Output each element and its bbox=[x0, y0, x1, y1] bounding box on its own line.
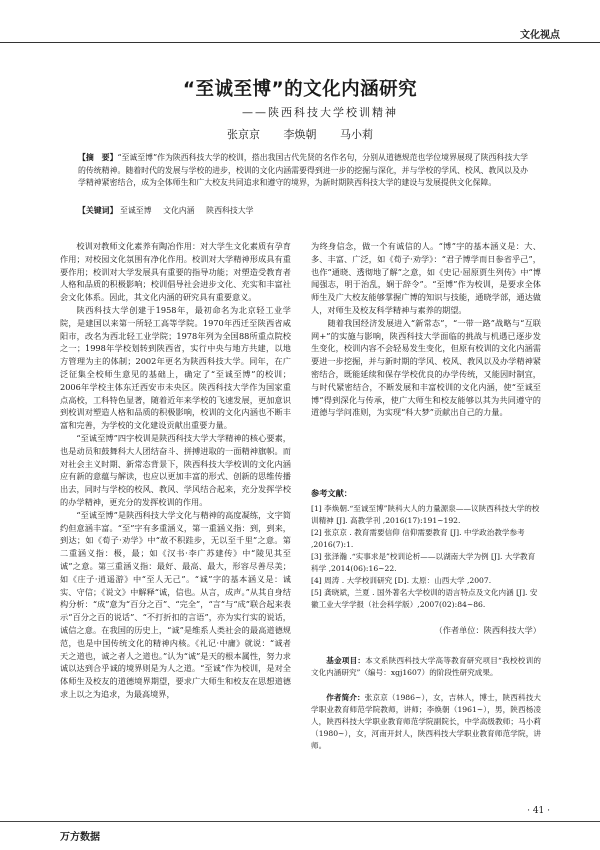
funding-label: 基金项目： bbox=[326, 656, 366, 665]
funding-text: 本文系陕西科技大学高等教育研究项目“我校校训的文化内涵研究”（编号：xgj1607）的阶段性研究成果。 bbox=[311, 656, 541, 677]
body-paragraph: 陕西科技大学创建于1958年，最初命名为北京轻工业学院，是建国以来第一所轻工高等学院。1970年西迁至陕西省咸阳市，改名为西北轻工业学院；1978年列为全国88所重点院校之一；1998年学校划转到陕西省，实行中央与地方共建，以地方管理为主的体制；2002年更名为陕西科技大学。同年，在广泛征集全校师生意见的基础上，确定了“至诚至博”的校训；2006年学校主体东迁西安市未央区。陕西科技大学作为国家重点高校，工科特色显著，随着近年来学校的飞速发展，更加意识到校训对塑造人格和品质的积极影响，校训的文化内涵也不断丰富和完善，为学校的文化建设贡献出重要力量。 bbox=[60, 304, 291, 431]
body-right-column bbox=[311, 240, 541, 419]
section-label: 文化视点 bbox=[520, 30, 560, 41]
abstract bbox=[78, 152, 528, 190]
abstract-label: 【摘 要】 bbox=[78, 153, 118, 162]
footer-rule bbox=[0, 821, 600, 822]
keywords-label: 【关键词】 bbox=[78, 206, 118, 215]
author-name: 张京京 bbox=[227, 128, 260, 141]
keyword: 陕西科技大学 bbox=[206, 206, 254, 215]
reference-item: [5] 龚晓斌，兰夏 . 国外著名大学校训的语言特点及文化内涵 [J]. 安徽工业大学学报（社会科学版）,2007(02):84~86. bbox=[311, 588, 538, 609]
header-rule bbox=[0, 42, 600, 43]
footer-watermark: 万方数据 bbox=[60, 832, 100, 843]
references-list bbox=[311, 503, 541, 611]
author-unit: （作者单位：陕西科技大学） bbox=[434, 625, 541, 635]
author-bio bbox=[311, 692, 541, 752]
body-paragraph: 校训对教师文化素养有陶冶作用：对大学生文化素质有孕育作用；对校园文化氛围有净化作用。校训对大学精神形成具有重要作用；校训对大学发展具有重要的指导功能；对塑造受教育者人格和品质的积极影响；校训倡导社会进步文化、充实和丰富社会文化体系。因此，其文化内涵的研究具有重要意义。 bbox=[60, 241, 291, 303]
author-bio-text: 张京京（1986~），女，吉林人，博士，陕西科技大学职业教育师范学院教师，讲师；李焕朝（1961~），男，陕西杨凌人，陕西科技大学职业教育师范学院副院长，中学高级教师；马小莉（1980~），女，河南开封人，陕西科技大学职业教育师范学院，讲师。 bbox=[311, 693, 542, 750]
references-title: 参考文献： bbox=[311, 488, 352, 498]
body-left-column bbox=[60, 240, 291, 701]
keyword: 至诚至博 bbox=[119, 206, 152, 215]
author-bio-label: 作者简介： bbox=[326, 693, 365, 702]
article-subtitle: ——陕西科技大学校训精神 bbox=[242, 106, 398, 119]
reference-item: [1] 李焕朝.“至诚至博”陕科大人的力量源泉——议陕西科技大学的校训精神 [J]. 高教学刊 ,2016(17):191~192. bbox=[311, 504, 540, 525]
reference-item: [3] 张泽瀚 .“实事求是”校训论析——以湖南大学为例 [J]. 大学教育科学 ,2014(06):16~22. bbox=[311, 552, 536, 573]
author-name: 马小莉 bbox=[340, 128, 373, 141]
abstract-text: “至诚至博”作为陕西科技大学的校训，搭出我国古代先贤的名作名句，分别从道德规范也学位境界展现了陕西科技大学的传统精神。随着时代的发展与学校的进步，校训的文化内涵需要得到进一步的挖掘与深化，并与学校的学风、校风、教风以及办学精神紧密结合，成为全体师生和广大校友共同追求和遵守的境界，为新时期陕西科技大学的建设与发展提供文化保障。 bbox=[78, 153, 528, 187]
author-name: 李焕朝 bbox=[283, 128, 317, 141]
keywords bbox=[78, 205, 528, 216]
funding-note bbox=[311, 655, 541, 679]
reference-item: [2] 张京京 . 教育需要信仰 信仰需要教育 [J]. 中学政治教学参考 ,2016(7):1. bbox=[311, 528, 525, 549]
reference-item: [4] 周涛 . 大学校训研究 [D]. 太原：山西大学 ,2007. bbox=[311, 576, 492, 585]
body-paragraph: 为终身信念，做一个有诚信的人。“博”字的基本涵义是：大、多、丰富、广泛，如《荀子·劝学》：“君子博学而日参省乎己”，也作“通晓、透彻地了解”之意，如《史记·屈原贾生列传》中“博闻强志，明于治乱，娴于辞令”。“至博”作为校训，是要求全体师生及广大校友能够掌握广博的知识与技能，通晓学部，通达做人，对师生及校友科学精神与素养的期望。 bbox=[311, 241, 541, 315]
page-number: · 41 · bbox=[527, 806, 550, 816]
keyword: 文化内涵 bbox=[163, 206, 195, 215]
body-paragraph: 随着我国经济发展进入“新常态”，“一带一路”战略与“互联网+”的实施与影响，陕西科技大学面临的挑战与机遇已逐步发生变化，校训内容不会轻易发生变化，但原有校训的文化内涵需要进一步挖掘，并与新时期的学风、校风、教风以及办学精神紧密结合，既能延续和保存学校优良的办学传统，又能因时制宜，与时代紧密结合，不断发展和丰富校训的文化内涵，使“至诚至博”得到深化与传承，使广大师生和校友能够以其为共同遵守的道德与学问准则，为实现“科大梦”贡献出自己的力量。 bbox=[311, 317, 541, 418]
author-list bbox=[0, 126, 600, 142]
body-paragraph: “至诚至博”四字校训是陕西科技大学大学精神的核心要素，也是动员和鼓舞科大人团结奋斗、拼搏进取的一面精神旗帜。而对社会主义时期、新常态背景下，陕西科技大学校训的文化内涵应有新的意蕴与解读，也应以更加丰富的形式、创新的思维传播出去，同时与学校的校风、教风、学风结合起来，充分发挥学校的办学精神，更充分的发挥校训的作用。 bbox=[60, 432, 291, 507]
article-title: “至诚至博”的文化内涵研究 bbox=[182, 79, 418, 100]
body-paragraph: “至诚至博”是陕西科技大学文化与精神的高度凝练，文字简约但意涵丰富。“至”字有多重涵义，第一重涵义指：到，到来，到达；如《荀子·劝学》中“故不积跬步，无以至千里”之意。第二重涵义指：极，最；如《汉书·李广苏建传》中“陵见其至诚”之意。第三重涵义指：最好、最高、最大，形容尽善尽美；如《庄子·逍遥游》中“至人无己”。“诚”字的基本涵义是：诚实、守信；《说文》中解释“诚，信也。从言，成声。”从其自身结构分析：“成”意为“百分之百”、“完全”，“言”与“成”联合起来表示“百分之百的说话”、“不打折扣的言语”，亦为实行实的说话，诚信之意。在我国的历史上，“诚”是维系人类社会的最高道德规范，也是中国传统文化的精神内核。《礼记·中庸》就说：“诚者天之道也，诚之者人之道也。”认为“诚”是天的根本属性，努力求诚以达到合乎诚的境界则是为人之道。“至诚”作为校训，是对全体师生及校友的道德境界期望，要求广大师生和校友在思想道德求上以之为追求，为最高境界， bbox=[60, 509, 291, 699]
